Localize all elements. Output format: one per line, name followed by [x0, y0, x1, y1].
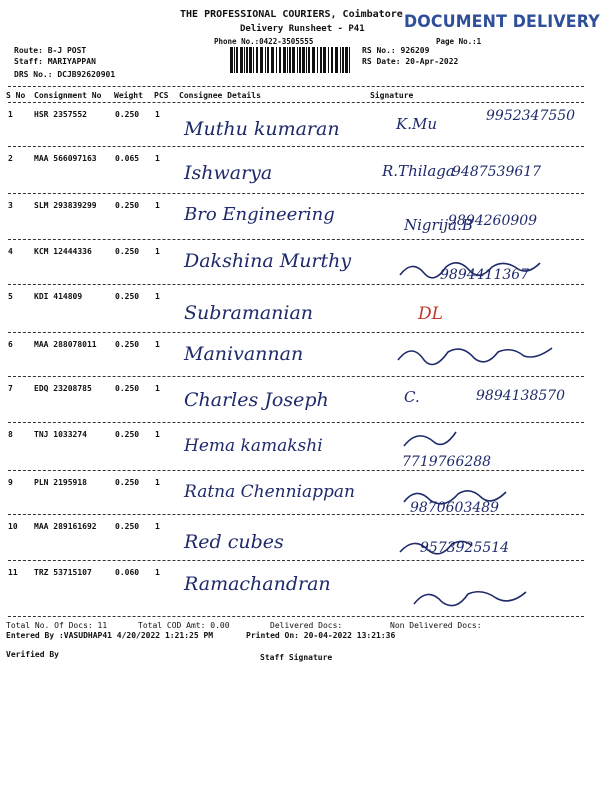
- row-phone: 7719766288: [402, 454, 492, 470]
- handwritten-scribble: [404, 432, 456, 446]
- row-pcs: 1: [155, 340, 160, 349]
- row-divider: [8, 193, 584, 194]
- row-signature: R.Thilaga: [382, 162, 455, 180]
- row-consignment: MAA 566097163: [34, 154, 97, 163]
- row-consignee: Ishwarya: [184, 162, 273, 184]
- row-consignee: Subramanian: [184, 302, 314, 324]
- phone-number: Phone No.:0422-3505555: [214, 37, 314, 46]
- row-divider: [8, 470, 584, 471]
- row-divider: [8, 422, 584, 423]
- row-consignee: Bro Engineering: [184, 204, 335, 225]
- runsheet-title: Delivery Runsheet - P41: [240, 24, 365, 34]
- row-weight: 0.250: [115, 110, 140, 119]
- row-phone: 9894260909: [448, 213, 538, 229]
- row-divider: [8, 514, 584, 515]
- row-pcs: 1: [155, 568, 160, 577]
- rs-number: RS No.: 926209: [362, 46, 430, 55]
- row-consignee: Charles Joseph: [184, 389, 329, 411]
- row-consignment: KDI 414809: [34, 292, 83, 301]
- row-weight: 0.250: [115, 384, 140, 393]
- row-consignment: TRZ 53715107: [34, 568, 92, 577]
- row-pcs: 1: [155, 154, 160, 163]
- total-docs: Total No. Of Docs: 11: [6, 621, 108, 630]
- total-cod: Total COD Amt: 0.00: [138, 621, 230, 630]
- row-sno: 8: [8, 430, 13, 439]
- row-consignee: Ratna Chenniappan: [184, 482, 355, 502]
- drs-number: DRS No.: DCJB92620901: [14, 70, 116, 79]
- row-divider: [8, 284, 584, 285]
- row-divider: [8, 332, 584, 333]
- row-consignee: Hema kamakshi: [184, 436, 323, 456]
- row-consignee: Dakshina Murthy: [184, 250, 352, 272]
- col-consignment: Consignment No: [34, 91, 102, 100]
- row-sno: 7: [8, 384, 13, 393]
- row-phone: 9487539617: [452, 164, 542, 180]
- row-sno: 9: [8, 478, 13, 487]
- row-pcs: 1: [155, 247, 160, 256]
- row-weight: 0.250: [115, 201, 140, 210]
- row-sno: 10: [8, 522, 18, 531]
- route-label: Route: B-J POST: [14, 46, 87, 55]
- row-pcs: 1: [155, 292, 160, 301]
- row-weight: 0.250: [115, 340, 140, 349]
- company-title: THE PROFESSIONAL COURIERS, Coimbatore: [180, 9, 403, 20]
- delivered-docs: Delivered Docs:: [270, 621, 343, 630]
- row-weight: 0.060: [115, 568, 140, 577]
- row-sno: 1: [8, 110, 13, 119]
- col-weight: Weight: [114, 91, 143, 100]
- staff-signature: Staff Signature: [260, 653, 333, 662]
- row-signature: C.: [404, 388, 420, 406]
- barcode-icon: [230, 47, 352, 73]
- row-phone: 9573925514: [420, 540, 510, 556]
- row-signature: DL: [418, 304, 443, 324]
- row-sno: 4: [8, 247, 13, 256]
- printed-on: Printed On: 20-04-2022 13:21:36: [246, 631, 396, 640]
- header-divider-bottom: [8, 102, 584, 103]
- row-sno: 3: [8, 201, 13, 210]
- row-pcs: 1: [155, 110, 160, 119]
- col-pcs: PCS: [154, 91, 169, 100]
- col-signature: Signature: [370, 91, 414, 100]
- row-consignee: Ramachandran: [184, 573, 331, 595]
- row-consignment: EDQ 23208785: [34, 384, 92, 393]
- row-consignment: TNJ 1033274: [34, 430, 87, 439]
- row-weight: 0.250: [115, 292, 140, 301]
- row-consignment: PLN 2195918: [34, 478, 87, 487]
- row-pcs: 1: [155, 478, 160, 487]
- row-consignee: Red cubes: [184, 531, 284, 553]
- footer-divider: [8, 616, 584, 617]
- row-consignment: HSR 2357552: [34, 110, 87, 119]
- header-divider-top: [8, 86, 584, 87]
- row-signature: Nigrija.B: [404, 216, 473, 234]
- rs-date: RS Date: 20-Apr-2022: [362, 57, 459, 66]
- row-pcs: 1: [155, 201, 160, 210]
- row-weight: 0.250: [115, 430, 140, 439]
- row-sno: 5: [8, 292, 13, 301]
- row-weight: 0.250: [115, 478, 140, 487]
- row-sno: 2: [8, 154, 13, 163]
- non-delivered-docs: Non Delivered Docs:: [390, 621, 482, 630]
- col-consignee: Consignee Details: [179, 91, 261, 100]
- row-consignment: MAA 289161692: [34, 522, 97, 531]
- row-consignee: Muthu kumaran: [184, 118, 340, 140]
- row-divider: [8, 239, 584, 240]
- row-weight: 0.250: [115, 247, 140, 256]
- row-pcs: 1: [155, 430, 160, 439]
- staff-label: Staff: MARIYAPPAN: [14, 57, 96, 66]
- entered-by: Entered By :VASUDHAP41 4/20/2022 1:21:25 PM: [6, 631, 214, 640]
- row-weight: 0.065: [115, 154, 140, 163]
- row-signature: K.Mu: [396, 115, 437, 133]
- row-divider: [8, 560, 584, 561]
- row-phone: 9894138570: [476, 388, 566, 404]
- row-consignment: KCM 12444336: [34, 247, 92, 256]
- row-sno: 11: [8, 568, 18, 577]
- handwritten-scribble: [398, 348, 552, 365]
- row-pcs: 1: [155, 522, 160, 531]
- row-phone: 9894411367: [440, 267, 530, 283]
- row-consignment: SLM 293839299: [34, 201, 97, 210]
- row-phone: 9870603489: [410, 500, 500, 516]
- row-divider: [8, 376, 584, 377]
- row-consignment: MAA 288078011: [34, 340, 97, 349]
- page-number: Page No.:1: [436, 37, 482, 46]
- row-divider: [8, 146, 584, 147]
- row-consignee: Manivannan: [184, 343, 304, 365]
- row-weight: 0.250: [115, 522, 140, 531]
- verified-by: Verified By: [6, 650, 59, 659]
- document-delivery-stamp: DOCUMENT DELIVERY: [404, 12, 600, 32]
- row-pcs: 1: [155, 384, 160, 393]
- row-sno: 6: [8, 340, 13, 349]
- col-sno: S No: [6, 91, 26, 100]
- handwritten-scribble: [414, 592, 526, 606]
- row-phone: 9952347550: [486, 108, 576, 124]
